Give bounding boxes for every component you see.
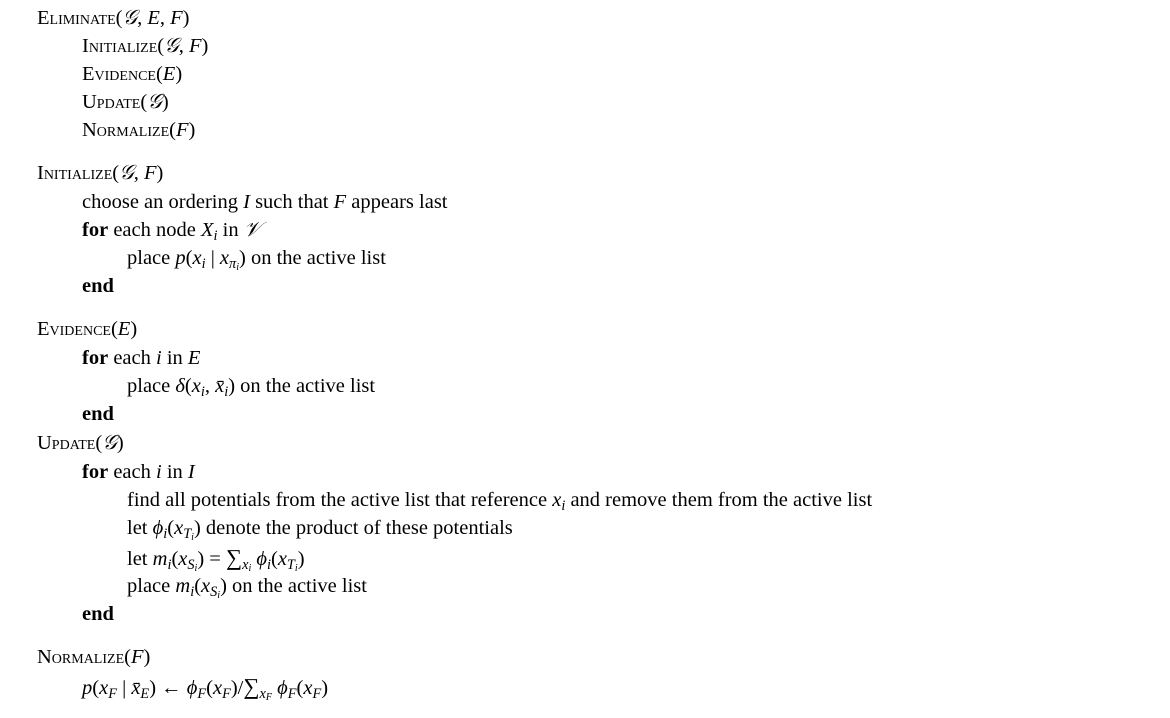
update-let-phi-line: let $\phi_i(x_{Ti})$ denote the product of these potentials <box>127 517 513 543</box>
initialize-end: end <box>82 275 114 297</box>
update-header: Update(𝒢) <box>37 432 124 454</box>
update-place-line: place $m_i(x_{Si})$ on the active list <box>127 575 367 601</box>
initialize-place-line: place $p(x_i$ | $x_{\pi i}$) on the active list <box>127 247 386 273</box>
evidence-header: Evidence(E) <box>37 318 138 340</box>
update-let-m-line: let $m_i(x_{Si}) = \sum_{xi}$ $\phi_i(x_{Ti})$ <box>127 545 305 574</box>
update-end: end <box>82 603 114 625</box>
evidence-place-line: place $\delta(x_i$, $x̄_i$) on the active list <box>127 375 376 400</box>
initialize-for-line: for each node $X_i$ in 𝒱 <box>82 219 261 244</box>
eliminate-call-evidence: Evidence(E) <box>82 63 183 85</box>
evidence-end: end <box>82 403 114 425</box>
eliminate-call-initialize: Initialize(𝒢, F) <box>82 35 209 57</box>
normalize-header: Normalize(F) <box>37 646 151 668</box>
eliminate-call-normalize: Normalize(F) <box>82 119 196 141</box>
evidence-for-line: for each i in E <box>82 347 201 369</box>
initialize-header: Initialize(𝒢, F) <box>37 162 164 184</box>
eliminate-call-update: Update(𝒢) <box>82 91 169 113</box>
update-find-line: find all potentials from the active list that reference $x_i$ and remove them from the active list <box>127 489 873 514</box>
normalize-formula-line: $p(x_F$ | $x̄_E$) ← $\phi_F(x_F)/\sum_{xF}$ $\phi_F(x_F)$ <box>82 674 329 703</box>
update-for-line: for each i in I <box>82 461 195 483</box>
eliminate-header: Eliminate(𝒢, E, F) <box>37 7 190 29</box>
initialize-choose-line: choose an ordering I such that F appears last <box>82 191 448 213</box>
